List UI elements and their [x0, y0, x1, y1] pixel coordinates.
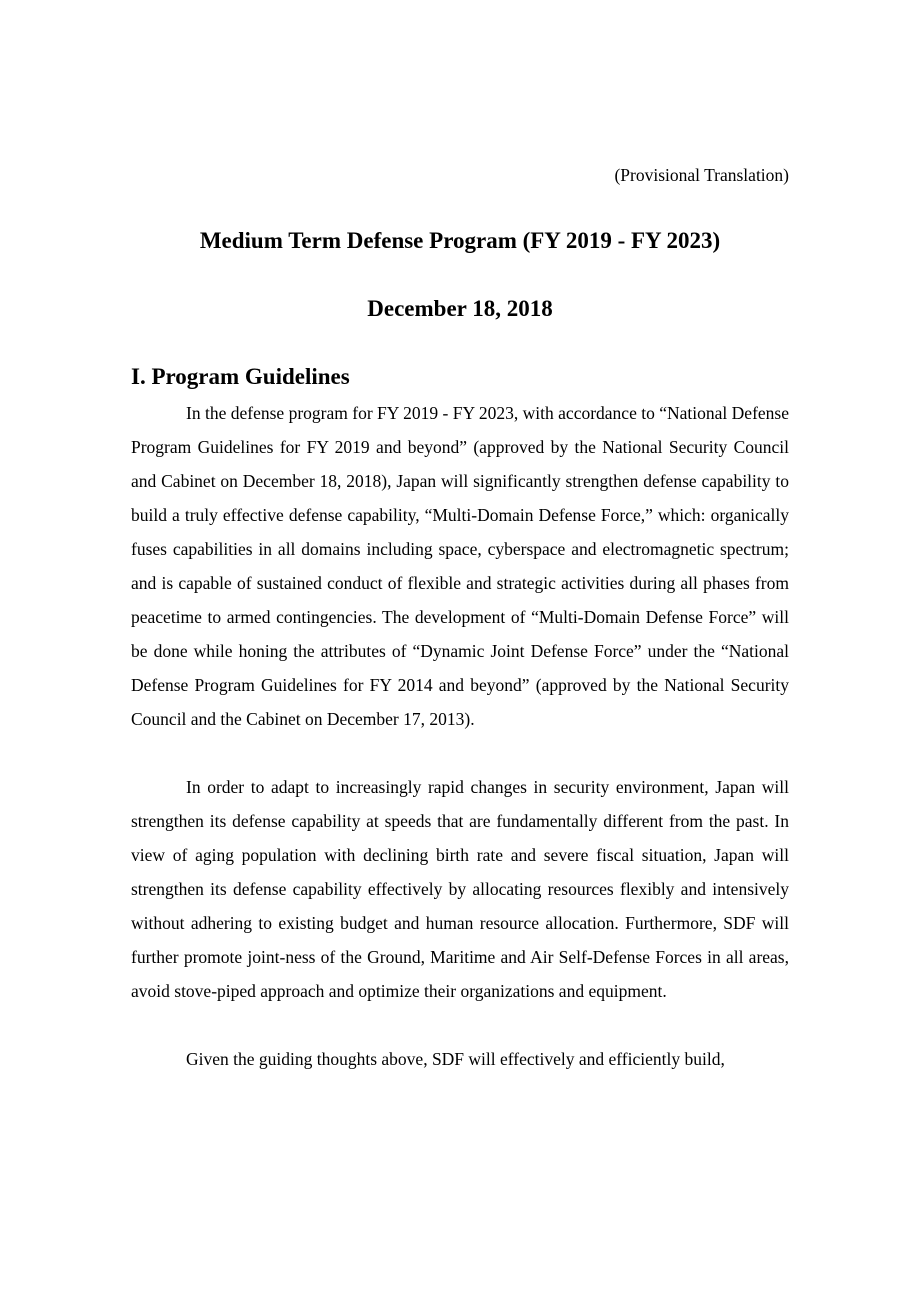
- provisional-translation-note: (Provisional Translation): [614, 165, 789, 185]
- section-heading: I. Program Guidelines: [131, 364, 350, 389]
- paragraph: In order to adapt to increasingly rapid changes in security environment, Japan will strengthen its defense capability at speeds that are fundamentally different from the past. In view of aging population with declining birth rate and severe fiscal situation, Japan will strengthen its defense capability effectively by allocating resources flexibly and intensively without adhering to existing budget and human resource allocation. Furthermore, SDF will further promote joint-ness of the Ground, Maritime and Air Self-Defense Forces in all areas, avoid stove-piped approach and optimize their organizations and equipment.: [131, 777, 789, 1001]
- section-body: [131, 396, 789, 1110]
- document-title: Medium Term Defense Program (FY 2019 - FY 2023): [199, 228, 721, 253]
- paragraph: Given the guiding thoughts above, SDF will effectively and efficiently build,: [186, 1049, 725, 1069]
- document-date: December 18, 2018: [367, 296, 553, 321]
- paragraph: In the defense program for FY 2019 - FY 2023, with accordance to “National Defense Program Guidelines for FY 2019 and beyond” (approved by the National Security Council and Cabinet on December 18, 2018), Japan will significantly strengthen defense capability to build a truly effective defense capability, “Multi-Domain Defense Force,” which: organically fuses capabilities in all domains including space, cyberspace and electromagnetic spectrum; and is capable of sustained conduct of flexible and strategic activities during all phases from peacetime to armed contingencies. The development of “Multi-Domain Defense Force” will be done while honing the attributes of “Dynamic Joint Defense Force” under the “National Defense Program Guidelines for FY 2014 and beyond” (approved by the National Security Council and the Cabinet on December 17, 2013).: [131, 403, 789, 729]
